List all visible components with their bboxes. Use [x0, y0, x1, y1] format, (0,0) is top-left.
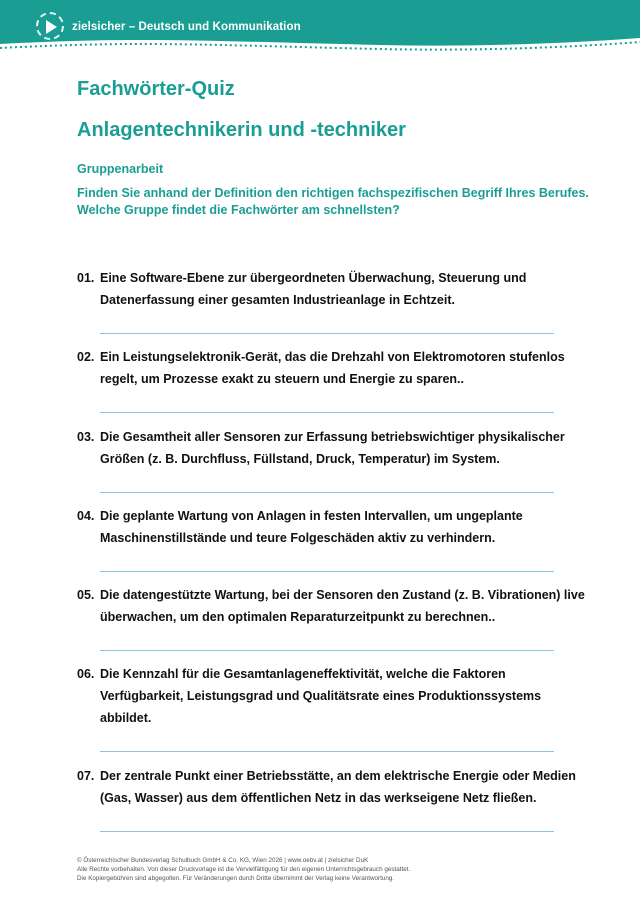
question-number: 06.	[77, 667, 95, 681]
page-subtitle: Anlagentechnikerin und -techniker	[77, 119, 406, 141]
header-banner	[0, 0, 640, 52]
instruction-line-2: Welche Gruppe findet die Fachwörter am schnellsten?	[77, 203, 400, 217]
answer-line[interactable]	[100, 333, 554, 334]
answer-line[interactable]	[100, 571, 554, 572]
answer-line[interactable]	[100, 492, 554, 493]
question-number: 04.	[77, 509, 95, 523]
question-text: Die Kennzahl für die Gesamtanlageneffektivität, welche die Faktoren	[100, 667, 506, 681]
answer-line[interactable]	[100, 831, 554, 832]
question-text: Die datengestützte Wartung, bei der Sensoren den Zustand (z. B. Vibrationen) live	[100, 588, 585, 602]
question-text: regelt, um Prozesse exakt zu steuern und Energie zu sparen..	[100, 372, 465, 386]
question-text: Verfügbarkeit, Leistungsgrad und Qualitätsrate eines Produktionssystems	[100, 689, 542, 703]
question-text: abbildet.	[100, 711, 152, 725]
answer-line[interactable]	[100, 650, 554, 651]
play-logo-icon	[36, 12, 64, 40]
question-text: Datenerfassung einer gesamten Industrieanlage in Echtzeit.	[100, 293, 455, 307]
question-number: 01.	[77, 271, 95, 285]
question-text: Die Gesamtheit aller Sensoren zur Erfassung betriebswichtiger physikalischer	[100, 430, 565, 444]
question-text: Maschinenstillstände und teure Folgeschäden aktiv zu verhindern.	[100, 531, 496, 545]
question-text: Größen (z. B. Durchfluss, Füllstand, Druck, Temperatur) im System.	[100, 452, 500, 466]
copyright-notice: © Österreichischer Bundesverlag Schulbuch GmbH & Co. KG, Wien 2026 | www.oebv.at | zielsicher DuK	[77, 857, 369, 864]
fees-notice: Die Kopiergebühren sind abgegolten. Für Veränderungen durch Dritte übernimmt der Verlag keine Verantwortung.	[77, 875, 395, 882]
question-text: Eine Software-Ebene zur übergeordneten Überwachung, Steuerung und	[100, 271, 527, 285]
instruction-line-1: Finden Sie anhand der Definition den richtigen fachspezifischen Begriff Ihres Berufes.	[77, 186, 589, 200]
page-title: Fachwörter-Quiz	[77, 78, 235, 100]
question-number: 03.	[77, 430, 95, 444]
question-text: Die geplante Wartung von Anlagen in festen Intervallen, um ungeplante	[100, 509, 523, 523]
question-text: überwachen, um den optimalen Reparaturzeitpunkt zu berechnen..	[100, 610, 496, 624]
rights-notice: Alle Rechte vorbehalten. Von dieser Druckvorlage ist die Vervielfältigung für den eigenen Unterrichtsgebrauch gestattet.	[77, 866, 411, 873]
question-text: (Gas, Wasser) aus dem öffentlichen Netz in das werkseigene Netz fließen.	[100, 791, 537, 805]
brand-name: zielsicher – Deutsch und Kommunikation	[72, 21, 301, 33]
question-number: 02.	[77, 350, 95, 364]
answer-line[interactable]	[100, 751, 554, 752]
question-text: Ein Leistungselektronik-Gerät, das die Drehzahl von Elektromotoren stufenlos	[100, 350, 565, 364]
question-text: Der zentrale Punkt einer Betriebsstätte, an dem elektrische Energie oder Medien	[100, 769, 576, 783]
question-number: 05.	[77, 588, 95, 602]
question-number: 07.	[77, 769, 95, 783]
answer-line[interactable]	[100, 412, 554, 413]
activity-type-label: Gruppenarbeit	[77, 162, 164, 176]
